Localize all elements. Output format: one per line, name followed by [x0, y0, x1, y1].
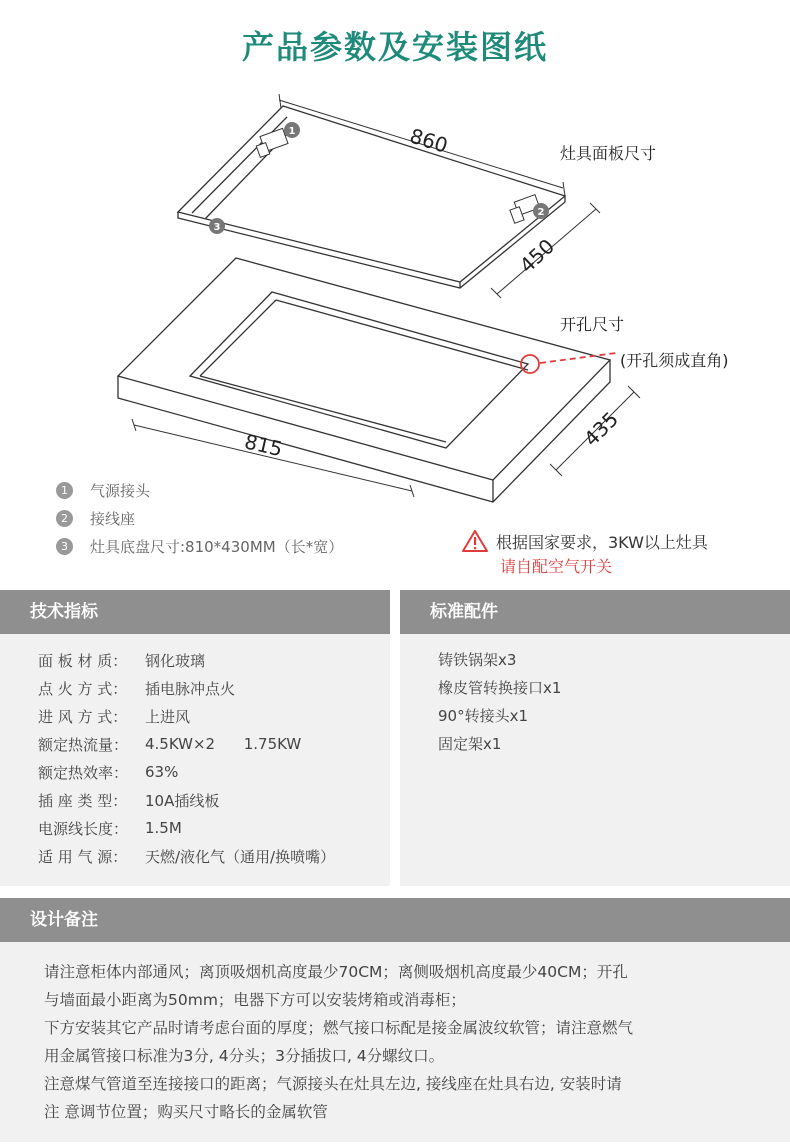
design-notes-header: 设计备注: [0, 898, 790, 942]
note-line: 与墙面最小距离为50mm；电器下方可以安装烤箱或消毒柜；: [44, 991, 466, 1009]
accessory-item: 90°转接头x1: [438, 707, 529, 725]
tech-specs-header: 技术指标: [0, 590, 390, 634]
spec-key: 额定热流量：: [38, 735, 129, 754]
accessories-panel: [400, 634, 790, 886]
note-line: 下方安装其它产品时请考虑台面的厚度；燃气接口标配是接金属波纹软管；请注意燃气: [44, 1019, 634, 1037]
accessory-item: 铸铁锅架x3: [438, 651, 517, 669]
spec-value: 钢化玻璃: [145, 651, 206, 670]
note-line: 请注意柜体内部通风；离顶吸烟机高度最少70CM；离侧吸烟机高度最少40CM；开孔: [44, 963, 628, 981]
spec-value: 4.5KW×2 1.75KW: [145, 735, 302, 753]
cutout-size-label: 开孔尺寸: [560, 315, 625, 334]
spec-key: 插 座 类 型：: [38, 791, 128, 810]
spec-value: 1.5M: [145, 819, 182, 837]
legend-item: [56, 504, 343, 532]
spec-row: [38, 758, 390, 786]
spec-row: [38, 730, 390, 758]
accessory-item: 固定架x1: [438, 735, 502, 753]
spec-value: 天燃/液化气（通用/换喷嘴）: [145, 847, 336, 866]
spec-key: 电源线长度：: [38, 819, 129, 838]
legend-text: 灶具底盘尺寸:810*430MM（长*宽）: [90, 537, 344, 556]
dim-860-label: 860: [407, 123, 451, 158]
legend-number: 3: [56, 538, 73, 555]
spec-key: 面 板 材 质：: [38, 651, 128, 670]
legend: [56, 476, 343, 560]
warning-triangle-icon: [462, 530, 488, 552]
tech-specs-panel: [0, 634, 390, 886]
legend-item: [56, 532, 343, 560]
page-title: 产品参数及安装图纸: [241, 28, 548, 66]
legend-number: 2: [56, 510, 73, 527]
svg-text:2: 2: [537, 207, 545, 218]
note-line: 注意煤气管道至连接接口的距离；气源接头在灶具左边, 接线座在灶具右边, 安装时请: [44, 1075, 622, 1093]
countertop-cutout: [118, 258, 610, 502]
accessory-item: 橡皮管转换接口x1: [438, 679, 562, 697]
legend-text: 接线座: [90, 509, 136, 528]
spec-row: [38, 702, 390, 730]
warning-highlight: 请自配空气开关: [500, 557, 613, 576]
note-line: 用金属管接口标准为3分, 4分头；3分插拔口, 4分螺纹口。: [44, 1047, 445, 1065]
spec-row: [38, 786, 390, 814]
spec-row: [38, 646, 390, 674]
dim-815-label: 815: [242, 429, 285, 462]
spec-value: 上进风: [145, 707, 191, 726]
design-notes-panel: [0, 942, 790, 1142]
warning-notice: [462, 528, 782, 580]
panel-size-label: 灶具面板尺寸: [560, 144, 657, 163]
installation-diagram: [0, 80, 790, 510]
marker-3: [209, 218, 225, 234]
spec-value: 10A插线板: [145, 791, 220, 810]
note-line: 注 意调节位置；购买尺寸略长的金属软管: [44, 1103, 328, 1121]
spec-key: 额定热效率：: [38, 763, 129, 782]
dim-435-label: 435: [579, 406, 624, 451]
warning-text: 根据国家要求，3KW以上灶具: [496, 532, 708, 552]
spec-row: [38, 674, 390, 702]
svg-text:1: 1: [288, 126, 296, 137]
spec-row: [38, 842, 390, 870]
marker-1: [284, 122, 300, 138]
spec-value: 63%: [145, 763, 179, 781]
marker-2: [533, 203, 549, 219]
accessories-header: 标准配件: [400, 590, 790, 634]
svg-text:3: 3: [213, 222, 221, 233]
diagram-svg: [0, 80, 790, 510]
corner-note: (开孔须成直角): [620, 351, 729, 370]
dim-450-label: 450: [514, 234, 560, 278]
spec-key: 适 用 气 源：: [38, 847, 128, 866]
legend-item: [56, 476, 343, 504]
spec-value: 插电脉冲点火: [145, 679, 236, 698]
spec-key: 进 风 方 式：: [38, 707, 128, 726]
spec-row: [38, 814, 390, 842]
legend-number: 1: [56, 482, 73, 499]
spec-key: 点 火 方 式：: [38, 679, 128, 698]
legend-text: 气源接头: [90, 481, 151, 500]
